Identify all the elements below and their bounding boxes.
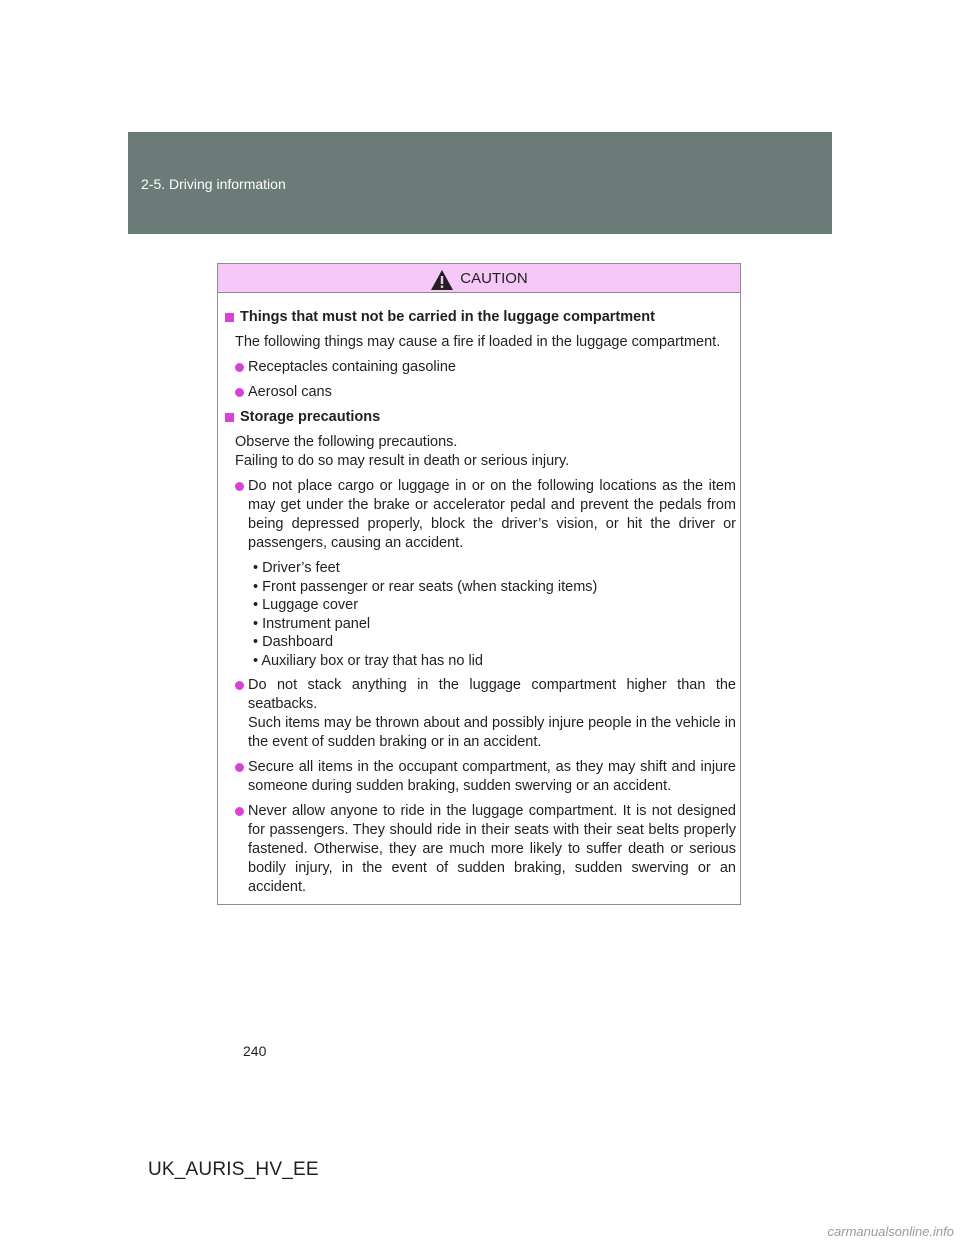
watermark: carmanualsonline.info bbox=[827, 1224, 954, 1239]
heading-storage-precautions: Storage precautions bbox=[225, 408, 736, 427]
section1-intro: The following things may cause a fire if loaded in the luggage compartment. bbox=[235, 334, 721, 350]
caution-body bbox=[218, 293, 740, 897]
caution-label: CAUTION bbox=[460, 269, 528, 287]
round-bullet-icon bbox=[235, 388, 244, 397]
location-item: • Front passenger or rear seats (when stacking items) bbox=[253, 578, 598, 595]
round-bullet-icon bbox=[235, 681, 244, 690]
page-number: 240 bbox=[243, 1043, 267, 1059]
location-list bbox=[253, 559, 736, 670]
round-bullet-icon bbox=[235, 763, 244, 772]
section2-intro: Observe the following precautions. Failing to do so may result in death or serious injury. bbox=[235, 434, 570, 469]
square-bullet-icon bbox=[225, 413, 234, 422]
heading-luggage-items: Things that must not be carried in the luggage compartment bbox=[225, 308, 736, 327]
location-item: • Luggage cover bbox=[253, 597, 359, 613]
list-item: Receptacles containing gasoline bbox=[235, 358, 736, 377]
list-item: Aerosol cans bbox=[235, 383, 736, 402]
location-item: • Driver’s feet bbox=[253, 560, 340, 576]
location-item: • Auxiliary box or tray that has no lid bbox=[253, 652, 483, 669]
round-bullet-icon bbox=[235, 363, 244, 372]
location-item: • Instrument panel bbox=[253, 615, 371, 632]
list-item: Never allow anyone to ride in the luggage compartment. It is not designed for passengers. They should ride in their seats with their seat belts properly fastened. Otherwise, they are much more likely to suffer death or serious bodily injury, in the event of sudden braking, sudden swerving or an accident. bbox=[235, 802, 736, 897]
section-title: 2-5. Driving information bbox=[141, 176, 286, 192]
round-bullet-icon bbox=[235, 482, 244, 491]
document-code: UK_AURIS_HV_EE bbox=[148, 1159, 319, 1180]
warning-triangle-icon bbox=[430, 269, 454, 291]
location-item: • Dashboard bbox=[253, 634, 334, 650]
list-item: Secure all items in the occupant compartment, as they may shift and injure someone during sudden braking, sudden swerving or an accident. bbox=[235, 758, 736, 796]
list-item: Do not stack anything in the luggage compartment higher than the seatbacks. Such items may be thrown about and possibly injure people in the vehicle in the event of sudden braking or in an accident. bbox=[235, 676, 736, 752]
square-bullet-icon bbox=[225, 313, 234, 322]
round-bullet-icon bbox=[235, 807, 244, 816]
caution-box bbox=[217, 263, 741, 905]
list-item: Do not place cargo or luggage in or on the following locations as the item may get under the brake or accelerator pedal and prevent the pedals from being depressed properly, block the driver’s vision, or hit the driver or passengers, causing an accident. bbox=[235, 477, 736, 553]
caution-header bbox=[218, 264, 740, 293]
